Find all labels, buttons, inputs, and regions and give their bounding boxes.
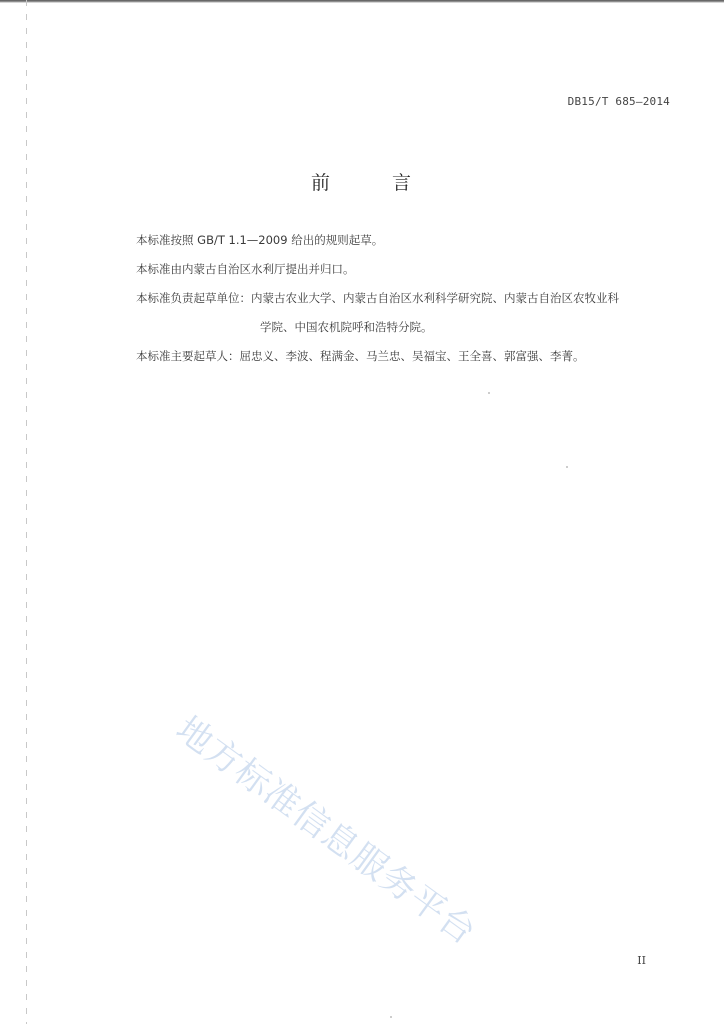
scan-speck	[566, 466, 568, 468]
page-number: II	[637, 954, 646, 967]
watermark: 地方标准信息服务平台	[168, 709, 484, 954]
foreword-body	[136, 233, 676, 378]
scan-speck	[390, 1016, 392, 1018]
paragraph-proposer: 本标准由内蒙古自治区水利厅提出并归口。	[136, 262, 355, 276]
paragraph-drafters: 本标准主要起草人：屈忠义、李波、程满金、马兰忠、吴福宝、王全喜、郭富强、李菁。	[136, 349, 585, 363]
scan-edge-left	[26, 0, 27, 1024]
scan-speck	[488, 392, 490, 394]
paragraph-drafting-units-continued: 学院、中国农机院呼和浩特分院。	[260, 320, 433, 334]
paragraph-drafting-rules: 本标准按照 GB/T 1.1—2009 给出的规则起草。	[136, 233, 384, 247]
scan-edge-top	[0, 0, 724, 3]
page-title: 前 言	[310, 172, 440, 194]
document-code: DB15/T 685—2014	[567, 95, 670, 108]
paragraph-drafting-units: 本标准负责起草单位：内蒙古农业大学、内蒙古自治区水利科学研究院、内蒙古自治区农牧业科	[136, 291, 619, 305]
